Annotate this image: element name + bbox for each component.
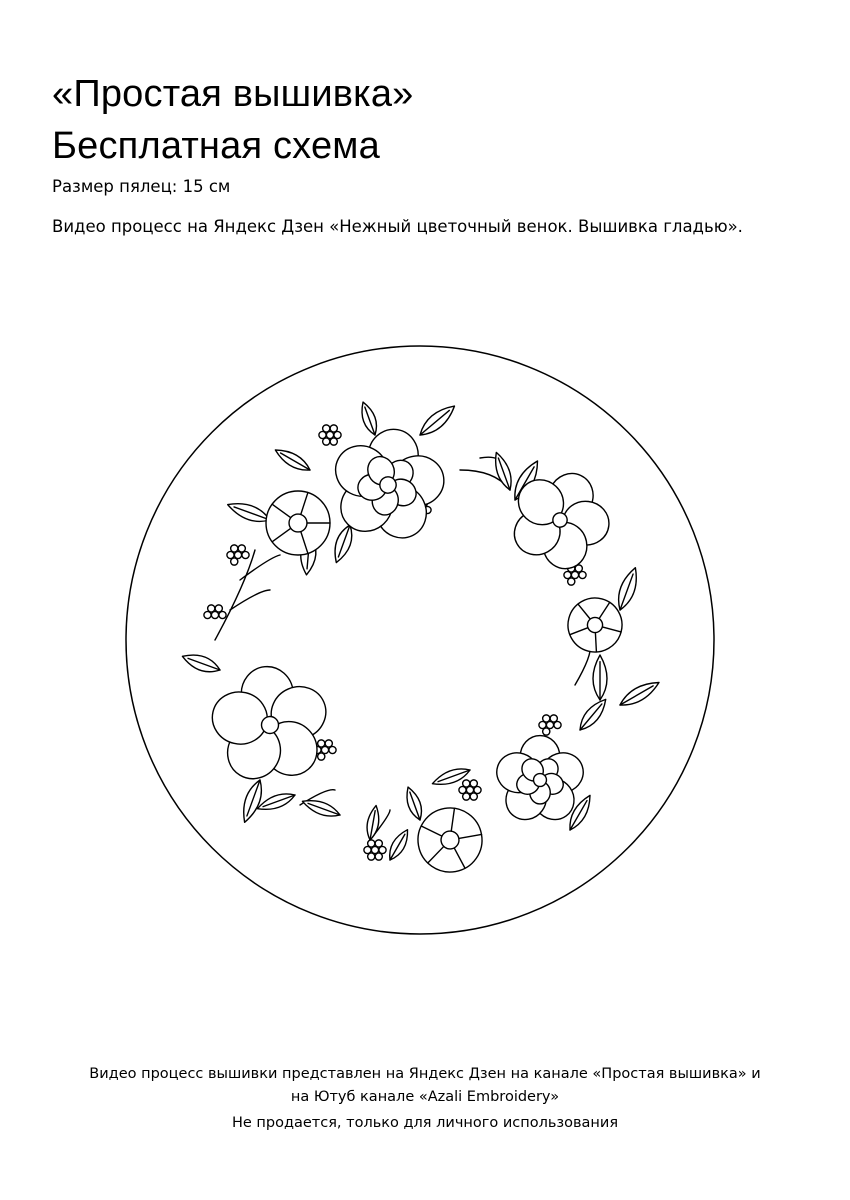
berry [318,753,325,760]
video-note-text: Видео процесс на Яндекс Дзен «Нежный цветочный венок. Вышивка гладью». [52,217,743,236]
berry [550,715,557,722]
berry [330,438,337,445]
round-bloom [266,491,330,555]
hoop-size-text: Размер пялец: 15 см [52,177,231,196]
leaf [238,778,267,825]
berry [375,853,382,860]
berry [470,780,477,787]
flower-wreath [180,400,662,877]
leaf [385,827,413,863]
footer-line-1: Видео процесс вышивки представлен на Яндекс Дзен на канале «Простая вышивка» и [89,1066,761,1082]
leaf [402,785,425,822]
title-line-1: «Простая вышивка» [52,73,414,115]
leaf [613,565,642,612]
leaf [617,677,662,711]
leaf [180,650,222,677]
round-bloom [413,803,487,877]
embroidery-pattern [120,340,720,940]
berry [323,438,330,445]
flower [317,419,458,555]
flower [201,661,338,793]
berry [325,740,332,747]
footer-line-2: на Ютуб канале «Azali Embroidery» [290,1089,560,1105]
leaf [416,401,459,441]
berry [204,611,211,618]
berry [368,853,375,860]
berry [463,793,470,800]
leaf [575,695,611,734]
flower-center [534,774,547,787]
leaf [593,655,607,700]
leaf [491,450,516,492]
leaf [357,400,380,437]
berry [215,605,222,612]
berry [375,840,382,847]
bloom-center [289,514,307,532]
leaf [300,796,342,821]
flower-center [261,716,279,734]
berry [238,545,245,552]
leaf [272,445,313,475]
berry [543,728,550,735]
berry [568,578,575,585]
leaf [365,805,382,841]
berry [330,425,337,432]
title-line-2: Бесплатная схема [52,125,380,167]
footer-line-3: Не продается, только для личного использования [231,1115,619,1131]
berry [470,793,477,800]
berry [231,558,238,565]
leaf [330,523,357,565]
